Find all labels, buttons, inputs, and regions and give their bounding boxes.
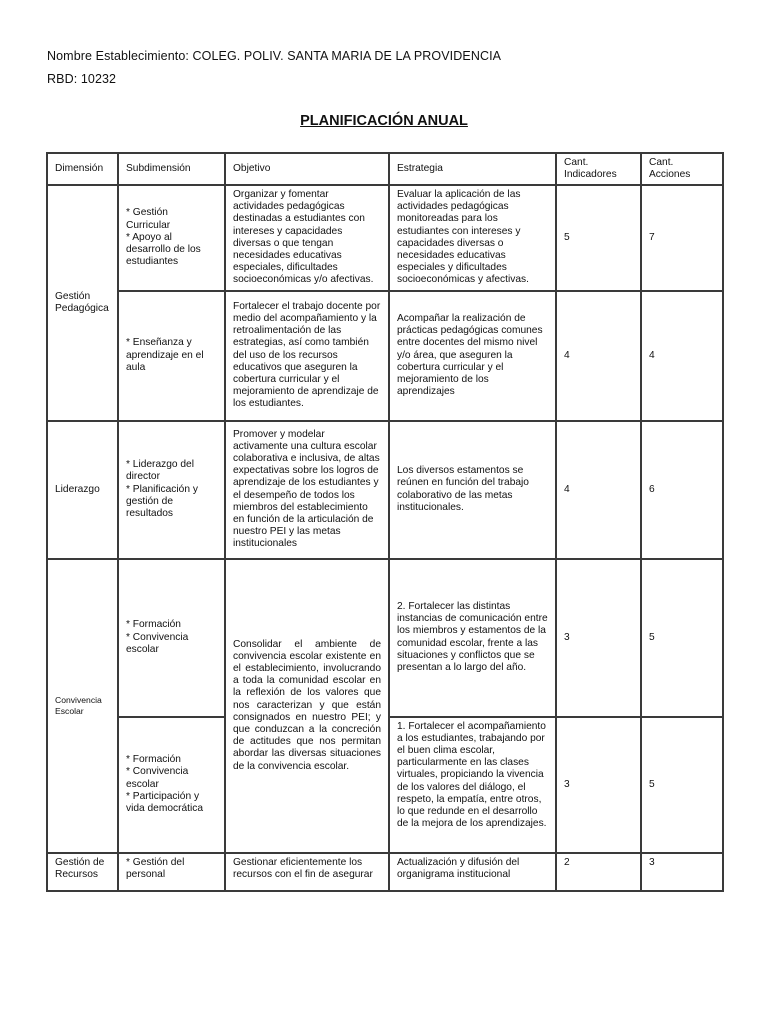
subdimension-cell: * Formación * Convivencia escolar * Participación y vida democrática [118, 717, 225, 853]
col-header-subdimension: Subdimensión [118, 153, 225, 185]
col-header-dimension: Dimensión [47, 153, 118, 185]
subdimension-cell: * Enseñanza y aprendizaje en el aula [118, 291, 225, 421]
rbd-code: RBD: 10232 [47, 72, 117, 86]
objetivo-cell: Consolidar el ambiente de convivencia escolar existente en el establecimiento, involucrando a toda la comunidad escolar en la reflexión de los valores que nos caracterizan y que están consignados en nuestro PEI; y que conduzcan a la concreción de actitudes que nos permitan abordar las diversas situaciones de la convivencia escolar. [225, 559, 389, 853]
indicadores-cell: 4 [556, 421, 641, 559]
objetivo-cell: Gestionar eficientemente los recursos con el fin de asegurar [225, 853, 389, 891]
dimension-cell: Liderazgo [47, 421, 118, 559]
estrategia-cell: Evaluar la aplicación de las actividades pedagógicas monitoreadas para los estudiantes con intereses y capacidades diversas o necesidades educativas especiales y dificultades socioeconómicas y afectivas. [389, 185, 556, 291]
table-row [47, 559, 723, 717]
estrategia-cell: Actualización y difusión del organigrama institucional [389, 853, 556, 891]
col-header-acciones: Cant. Acciones [641, 153, 723, 185]
acciones-cell: 7 [641, 185, 723, 291]
acciones-cell: 5 [641, 717, 723, 853]
dimension-cell: Convivencia Escolar [47, 559, 118, 853]
table-row [47, 291, 723, 421]
indicadores-cell: 2 [556, 853, 641, 891]
estrategia-cell: 2. Fortalecer las distintas instancias de comunicación entre los miembros y estamentos de la comunidad escolar, frente a las situaciones y conflictos que se presentan a lo largo del año. [389, 559, 556, 717]
subdimension-cell: * Liderazgo del director * Planificación y gestión de resultados [118, 421, 225, 559]
subdimension-cell: * Formación * Convivencia escolar [118, 559, 225, 717]
col-header-indicadores: Cant. Indicadores [556, 153, 641, 185]
dimension-cell: Gestión Pedagógica [47, 185, 118, 421]
acciones-cell: 4 [641, 291, 723, 421]
indicadores-cell: 4 [556, 291, 641, 421]
acciones-cell: 5 [641, 559, 723, 717]
estrategia-cell: Acompañar la realización de prácticas pedagógicas comunes entre docentes del mismo nivel y/o área, que aseguren la cobertura curricular y el mejoramiento de los aprendizajes [389, 291, 556, 421]
subdimension-cell: * Gestión Curricular * Apoyo al desarrollo de los estudiantes [118, 185, 225, 291]
indicadores-cell: 5 [556, 185, 641, 291]
page-title: PLANIFICACIÓN ANUAL [300, 113, 468, 129]
col-header-objetivo: Objetivo [225, 153, 389, 185]
table-row [47, 421, 723, 559]
subdimension-cell: * Gestión del personal [118, 853, 225, 891]
estrategia-cell: 1. Fortalecer el acompañamiento a los estudiantes, trabajando por el buen clima escolar, particularmente en las clases virtuales, propiciando la vivencia de los valores del diálogo, el respeto, la empatía, entre otros, lo que redunde en el desarrollo de la mejora de los aprendizajes. [389, 717, 556, 853]
objetivo-cell: Fortalecer el trabajo docente por medio del acompañamiento y la retroalimentación de las estrategias, así como también del uso de los recursos educativos que aseguren la cobertura curricular y el mejoramiento de aprendizaje de los estudiantes. [225, 291, 389, 421]
table-header-row [47, 153, 723, 185]
objetivo-cell: Promover y modelar activamente una cultura escolar colaborativa e inclusiva, de altas expectativas sobre los logros de aprendizaje de los estudiantes y el desempeño de todos los miembros del establecimiento en función de la articulación de nuestro PEI y las metas institucionales [225, 421, 389, 559]
estrategia-cell: Los diversos estamentos se reúnen en función del trabajo colaborativo de las metas institucionales. [389, 421, 556, 559]
acciones-cell: 3 [641, 853, 723, 891]
acciones-cell: 6 [641, 421, 723, 559]
establishment-name: Nombre Establecimiento: COLEG. POLIV. SANTA MARIA DE LA PROVIDENCIA [47, 49, 502, 63]
planning-table [46, 152, 724, 892]
indicadores-cell: 3 [556, 559, 641, 717]
table-row [47, 185, 723, 291]
indicadores-cell: 3 [556, 717, 641, 853]
table-row [47, 853, 723, 891]
col-header-estrategia: Estrategia [389, 153, 556, 185]
objetivo-cell: Organizar y fomentar actividades pedagógicas destinadas a estudiantes con intereses y capacidades diversas o que tengan necesidades educativas especiales, dificultades socioeconómicas y/o afectivas. [225, 185, 389, 291]
dimension-cell: Gestión de Recursos [47, 853, 118, 891]
